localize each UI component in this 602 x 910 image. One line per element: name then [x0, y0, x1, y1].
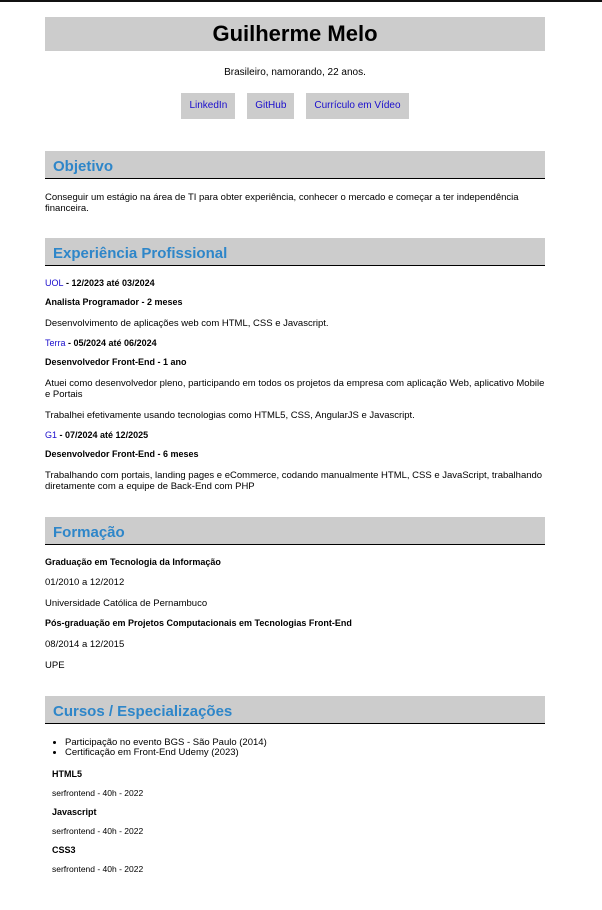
section-title-cursos: Cursos / Especializações	[45, 696, 545, 724]
profile-links	[45, 93, 545, 119]
course-name: HTML5	[52, 769, 82, 779]
job-period: - 12/2023 até 03/2024	[63, 278, 155, 288]
degree-period: 01/2010 a 12/2012	[45, 577, 125, 588]
objetivo-text: Conseguir um estágio na área de TI para obter experiência, conhecer o mercado e começar a ter independência financeira.	[45, 192, 519, 214]
linkedin-link[interactable]: LinkedIn	[181, 93, 235, 119]
degree-title: Graduação em Tecnologia da Informação	[45, 557, 221, 567]
section-cursos	[45, 696, 545, 874]
company-link-uol[interactable]: UOL	[45, 278, 64, 288]
degree-title: Pós-graduação em Projetos Computacionais em Tecnologias Front-End	[45, 618, 352, 628]
job-role: Analista Programador - 2 meses	[45, 297, 183, 307]
section-experiencia	[45, 238, 545, 492]
name-heading: Guilherme Melo	[45, 17, 545, 51]
job-header	[45, 338, 157, 349]
events-list	[45, 738, 267, 758]
company-link-g1[interactable]: G1	[45, 430, 58, 440]
company-link-terra[interactable]: Terra	[45, 338, 66, 348]
course-info: serfrontend - 40h - 2022	[52, 788, 144, 798]
resume-page	[45, 17, 545, 119]
tagline: Brasileiro, namorando, 22 anos.	[224, 67, 366, 78]
job-description: Desenvolvimento de aplicações web com HTML, CSS e Javascript.	[45, 318, 329, 329]
video-resume-link[interactable]: Currículo em Vídeo	[306, 93, 408, 119]
course-info: serfrontend - 40h - 2022	[52, 864, 144, 874]
course-name: CSS3	[52, 845, 76, 855]
section-title-experiencia: Experiência Profissional	[45, 238, 545, 266]
job-description: Trabalhando com portais, landing pages e eCommerce, codando manualmente HTML, CSS e JavaScript, trabalhando diretamente com a equipe de Back-End com PHP	[45, 470, 543, 492]
list-item: • Participação no evento BGS - São Paulo (2014)	[65, 738, 267, 748]
section-title-objetivo: Objetivo	[45, 151, 545, 179]
job-header	[45, 278, 155, 289]
course-name: Javascript	[52, 807, 97, 817]
job-description: Atuei como desenvolvedor pleno, participando em todos os projetos da empresa com aplicação Web, aplicativo Mobile e Portais	[45, 378, 545, 400]
job-role: Desenvolvedor Front-End - 6 meses	[45, 449, 199, 459]
job-header	[45, 430, 148, 441]
github-link[interactable]: GitHub	[247, 93, 294, 119]
section-formacao	[45, 517, 545, 671]
job-period: - 07/2024 até 12/2025	[57, 430, 149, 440]
course-info: serfrontend - 40h - 2022	[52, 826, 144, 836]
list-item: • Certificação em Front-End Udemy (2023)	[65, 748, 267, 758]
section-objetivo	[45, 151, 545, 214]
section-title-formacao: Formação	[45, 517, 545, 545]
degree-school: Universidade Católica de Pernambuco	[45, 598, 208, 609]
job-role: Desenvolvedor Front-End - 1 ano	[45, 357, 187, 367]
job-description: Trabalhei efetivamente usando tecnologias como HTML5, CSS, AngularJS e Javascript.	[45, 410, 415, 421]
degree-school: UPE	[45, 660, 65, 671]
job-period: - 05/2024 até 06/2024	[65, 338, 157, 348]
degree-period: 08/2014 a 12/2015	[45, 639, 125, 650]
